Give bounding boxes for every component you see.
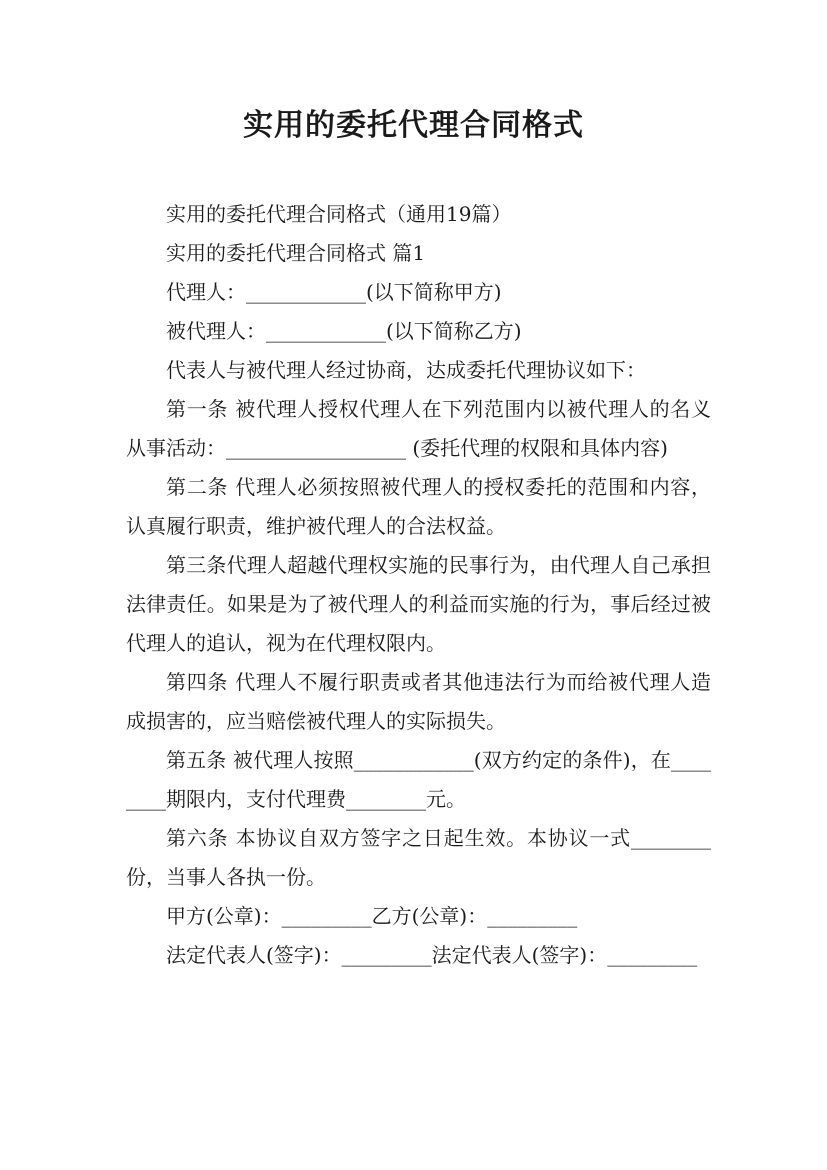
paragraph-article-6: 第六条 本协议自双方签字之日起生效。本协议一式________份，当事人各执一份。 — [126, 826, 711, 889]
paragraph-signature-line: 法定代表人(签字)：_________法定代表人(签字)：_________ — [166, 943, 698, 967]
paragraph-article-3: 第三条代理人超越代理权实施的民事行为，由代理人自己承担法律责任。如果是为了被代理人的利益而实施的行为，事后经过被代理人的追认，视为在代理权限内。 — [126, 553, 711, 655]
paragraph-seal-line: 甲方(公章)：_________乙方(公章)：_________ — [166, 904, 578, 928]
document-title: 实用的委托代理合同格式 — [243, 108, 584, 143]
paragraph-article-5: 第五条 被代理人按照____________(双方约定的条件)，在________期限内，支付代理费________元。 — [126, 748, 711, 811]
paragraph-principal: 被代理人：____________(以下简称乙方) — [166, 319, 522, 343]
document-body — [126, 195, 711, 975]
paragraph-agent: 代理人：____________(以下简称甲方) — [166, 280, 502, 304]
paragraph-preamble: 代表人与被代理人经过协商，达成委托代理协议如下： — [166, 358, 646, 382]
paragraph-article-4: 第四条 代理人不履行职责或者其他违法行为而给被代理人造成损害的，应当赔偿被代理人的实际损失。 — [126, 670, 711, 733]
paragraph-article-1: 第一条 被代理人授权代理人在下列范围内以被代理人的名义从事活动：__________________ (委托代理的权限和具体内容) — [126, 397, 711, 460]
paragraph-article-2: 第二条 代理人必须按照被代理人的授权委托的范围和内容，认真履行职责，维护被代理人的合法权益。 — [126, 475, 711, 538]
paragraph-section-heading: 实用的委托代理合同格式 篇1 — [166, 241, 426, 265]
paragraph-subtitle: 实用的委托代理合同格式（通用19篇） — [166, 202, 512, 226]
